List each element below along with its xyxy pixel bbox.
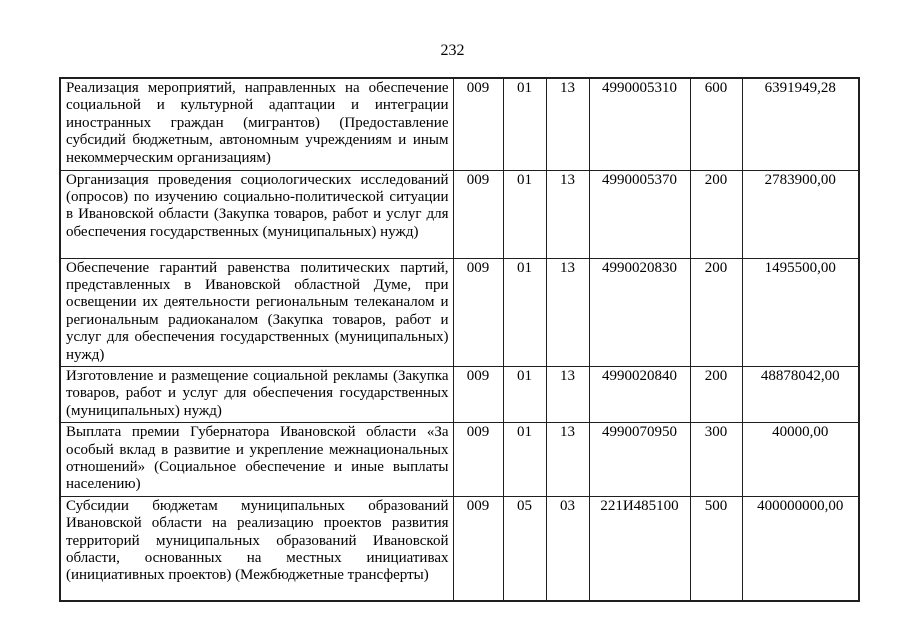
cell-vr: 200 [690, 366, 742, 422]
cell-grbs: 009 [453, 366, 503, 422]
cell-vr: 500 [690, 496, 742, 601]
cell-amount: 6391949,28 [742, 78, 859, 170]
cell-description: Изготовление и размещение социальной рекламы (Закупка товаров, работ и услуг для обеспечения государственных (муниципальных) нужд) [60, 366, 453, 422]
cell-description: Выплата премии Губернатора Ивановской области «За особый вклад в развитие и укрепление межнациональных отношений» (Социальное обеспечение и иные выплаты населению) [60, 423, 453, 497]
cell-vr: 200 [690, 170, 742, 258]
cell-csr: 221И485100 [589, 496, 690, 601]
cell-description: Обеспечение гарантий равенства политических партий, представленных в Ивановской областной Думе, при освещении их деятельности региональным телеканалом и региональным радиоканалом (Закупка товаров, работ и услуг для обеспечения государственных (муниципальных) нужд) [60, 258, 453, 366]
cell-csr: 4990020830 [589, 258, 690, 366]
cell-podrazdel: 13 [546, 78, 589, 170]
cell-podrazdel: 13 [546, 366, 589, 422]
cell-vr: 600 [690, 78, 742, 170]
cell-amount: 1495500,00 [742, 258, 859, 366]
cell-csr: 4990070950 [589, 423, 690, 497]
cell-grbs: 009 [453, 170, 503, 258]
budget-table [59, 77, 860, 602]
cell-grbs: 009 [453, 258, 503, 366]
cell-description: Организация проведения социологических исследований (опросов) по изучению социально-политической ситуации в Ивановской области (Закупка товаров, работ и услуг для обеспечения государственных (муниципальных) нужд) [60, 170, 453, 258]
cell-csr: 4990005370 [589, 170, 690, 258]
table-row [60, 496, 859, 601]
cell-razdel: 01 [503, 78, 546, 170]
cell-amount: 400000000,00 [742, 496, 859, 601]
page-number: 232 [440, 42, 465, 59]
cell-razdel: 01 [503, 170, 546, 258]
cell-amount: 40000,00 [742, 423, 859, 497]
table-row [60, 78, 859, 170]
cell-razdel: 01 [503, 258, 546, 366]
cell-podrazdel: 13 [546, 258, 589, 366]
cell-grbs: 009 [453, 496, 503, 601]
cell-razdel: 05 [503, 496, 546, 601]
table-row [60, 366, 859, 422]
cell-vr: 200 [690, 258, 742, 366]
cell-amount: 2783900,00 [742, 170, 859, 258]
cell-razdel: 01 [503, 423, 546, 497]
cell-podrazdel: 13 [546, 170, 589, 258]
table-row [60, 423, 859, 497]
cell-razdel: 01 [503, 366, 546, 422]
cell-podrazdel: 03 [546, 496, 589, 601]
cell-vr: 300 [690, 423, 742, 497]
cell-csr: 4990020840 [589, 366, 690, 422]
table-row [60, 258, 859, 366]
budget-table-body [60, 78, 859, 601]
cell-podrazdel: 13 [546, 423, 589, 497]
table-row [60, 170, 859, 258]
cell-grbs: 009 [453, 78, 503, 170]
cell-grbs: 009 [453, 423, 503, 497]
cell-csr: 4990005310 [589, 78, 690, 170]
cell-description: Субсидии бюджетам муниципальных образований Ивановской области на реализацию проектов развития территорий муниципальных образований Ивановской области, основанных на местных инициативах (инициативных проектов) (Межбюджетные трансферты) [60, 496, 453, 601]
cell-amount: 48878042,00 [742, 366, 859, 422]
cell-description: Реализация мероприятий, направленных на обеспечение социальной и культурной адаптации и интеграции иностранных граждан (мигрантов) (Предоставление субсидий бюджетным, автономным учреждениям и иным некоммерческим организациям) [60, 78, 453, 170]
